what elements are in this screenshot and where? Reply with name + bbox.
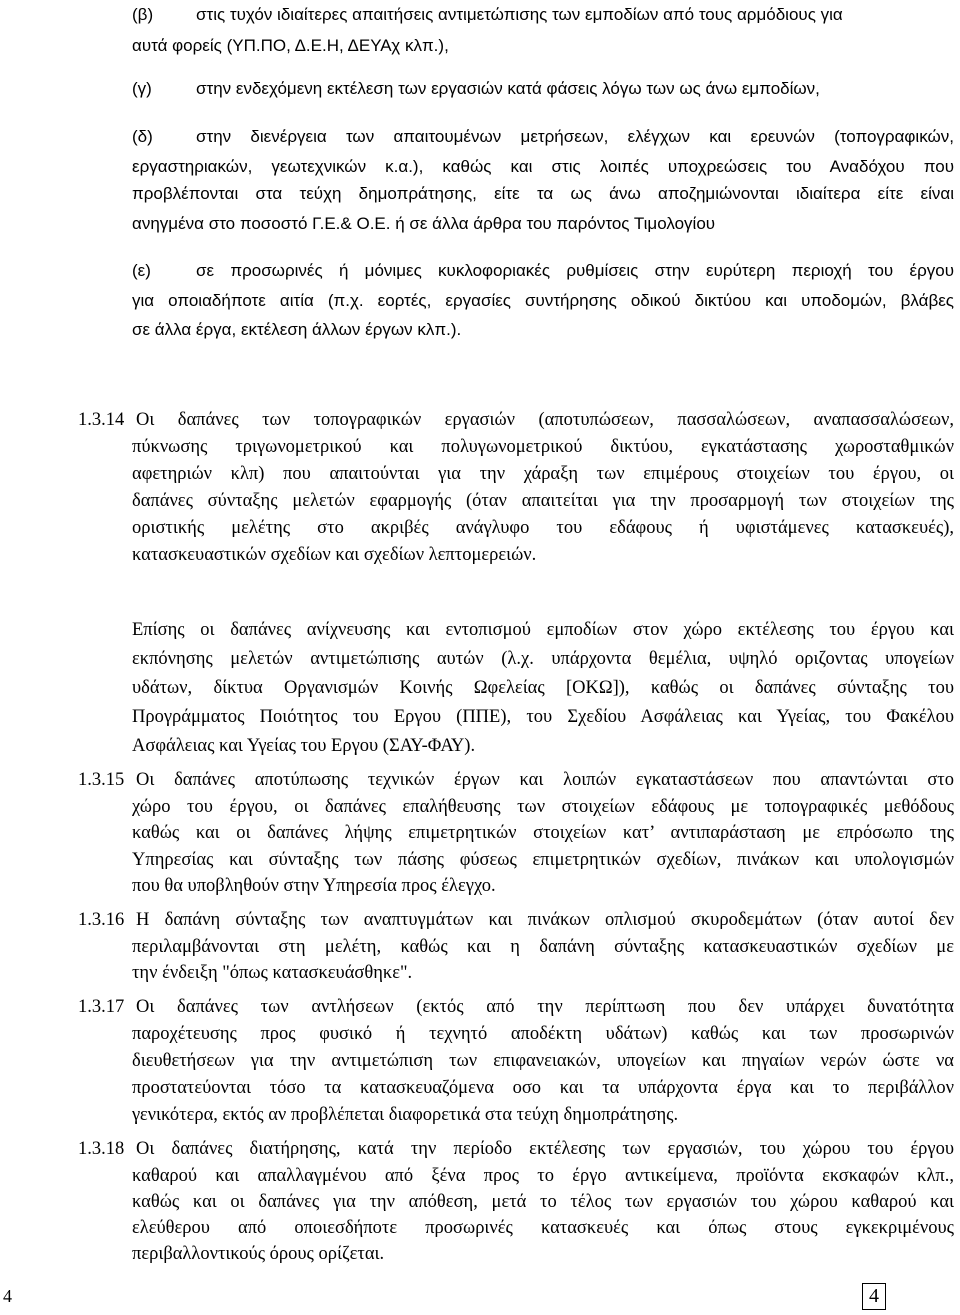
item-g-line-1: στην ενδεχόμενη εκτέλεση των εργασιών κατά φάσεις λόγω των ως άνω εμποδίων, [196,79,820,98]
also-line-4: Προγράμματος Ποιότητος του Εργου (ΠΠΕ), του Σχεδίου Ασφάλειας και Υγείας, του Φακέλου [132,707,954,727]
item-d-line-1: στην διενέργεια των απαιτουμένων μετρήσεων, ελέγχων και ερευνών (τοπογραφικών, [196,127,954,146]
item-d-line-4: ανηγμένα στο ποσοστό Γ.Ε.& Ο.Ε. ή σε άλλα άρθρα του παρόντος Τιμολογίου [132,214,716,233]
s14-line-6: κατασκευαστικών σχεδίων και σχεδίων λεπτομερειών. [132,545,537,565]
s14-line-5: οριστικής μελέτης στο ακριβές ανάγλυφο του εδάφους ή υφιστάμενες κατασκευές), [132,518,954,538]
s18-line-2: καθαρού και απαλλαγμένου από ξένα προς το έργο αντικείμενα, προϊόντα εκσκαφών κλπ., [132,1166,954,1186]
s14-line-4: δαπάνες σύνταξης μελετών εφαρμογής (όταν απαιτείται για την προσαρμογή των στοιχείων της [132,491,954,511]
section-number-1-3-15: 1.3.15 [78,770,125,790]
s17-line-2: παροχέτευσης προς φυσικό ή τεχνητό αποδέκτη υδάτων) καθώς και των προσωρινών [132,1024,954,1044]
item-d-line-3: προβλέπονται στα τεύχη δημοπράτησης, είτε τα ως άνω αποζημιώνονται ιδιαίτερα είτε είναι [132,184,954,203]
item-e-line-2: για οποιαδήποτε αιτία (π.χ. εορτές, εργασίες συντήρησης οδικού δικτύου και υποδομών, βλάβες [132,291,954,310]
item-b-line-2: αυτά φορείς (ΥΠ.ΠΟ, Δ.Ε.Η, ΔΕΥΑχ κλπ.), [132,36,449,55]
item-e-line-1: σε προσωρινές ή μόνιμες κυκλοφοριακές ρυθμίσεις στην ευρύτερη περιοχή του έργου [196,261,954,280]
s15-line-3: καθώς και οι δαπάνες λήψης επιμετρητικών στοιχείων κατ’ αντιπαράσταση με επρόσωπο της [132,823,954,843]
s16-line-2: περιλαμβάνονται στη μελέτη, καθώς και η δαπάνη σύνταξης κατασκευαστικών σχεδίων με [132,937,954,957]
s16-line-1: Η δαπάνη σύνταξης των αναπτυγμάτων και πινάκων οπλισμού σκυροδεμάτων (όταν αυτοί δεν [136,910,954,930]
also-line-1: Επίσης οι δαπάνες ανίχνευσης και εντοπισμού εμποδίων στον χώρο εκτέλεσης του έργου και [132,620,954,640]
section-number-1-3-18: 1.3.18 [78,1139,125,1159]
s17-line-1: Οι δαπάνες των αντλήσεων (εκτός από την περίπτωση που δεν υπάρχει δυνατότητα [136,997,954,1017]
s18-line-4: ελεύθερου από οποιεσδήποτε προσωρινές κατασκευές και όπως στους εγκεκριμένους [132,1218,954,1238]
s15-line-4: Υπηρεσίας και σύνταξης των πάσης φύσεως επιμετρητικών σχεδίων, πινάκων και υπολογισμών [132,850,954,870]
s14-line-1: Οι δαπάνες των τοπογραφικών εργασιών (αποτυπώσεων, πασσαλώσεων, αναπασσαλώσεων, [136,410,954,430]
section-number-1-3-16: 1.3.16 [78,910,125,930]
also-line-2: εκπόνησης μελετών αντιμετώπισης αυτών (λ.χ. υπάρχοντα θεμέλια, υψηλό οριζοντας υπογείων [132,649,954,669]
page-number-left: 4 [3,1286,12,1306]
s15-line-5: που θα υποβληθούν στην Υπηρεσία προς έλεγχο. [132,876,496,896]
s15-line-1: Οι δαπάνες αποτύπωσης τεχνικών έργων και λοιπών εγκαταστάσεων που απαντώνται στο [136,770,954,790]
item-e-label: (ε) [132,261,151,280]
item-d-line-2: εργαστηριακών, γεωτεχνικών κ.α.), καθώς και στις λοιπές υποχρεώσεις του Αναδόχου που [132,157,954,176]
item-g-label: (γ) [132,79,152,98]
item-b-line-1: στις τυχόν ιδιαίτερες απαιτήσεις αντιμετώπισης των εμποδίων από τους αρμόδιους για [196,5,843,24]
s14-line-2: πύκνωσης τριγωνομετρικού και πολυγωνομετρικού δικτύου, εγκατάστασης χωροσταθμικών [132,437,954,457]
section-number-1-3-17: 1.3.17 [78,997,125,1017]
s18-line-3: καθώς και οι δαπάνες για την απόθεση, μετά το τέλος των εργασιών του χώρου καθαρού και [132,1192,954,1212]
s18-line-1: Οι δαπάνες διατήρησης, κατά την περίοδο εκτέλεσης των εργασιών, του χώρου του έργου [136,1139,954,1159]
section-number-1-3-14: 1.3.14 [78,410,125,430]
also-line-5: Ασφάλειας και Υγείας του Εργου (ΣΑΥ-ΦΑΥ). [132,736,476,756]
s17-line-3: διευθετήσεων για την αντιμετώπιση των επιφανειακών, υπογείων και πηγαίων νερών ώστε να [132,1051,954,1071]
item-e-line-3: σε άλλα έργα, εκτέλεση άλλων έργων κλπ.). [132,320,462,339]
s14-line-3: αφετηριών κλπ) που απαιτούνται για την χάραξη των επιμέρους στοιχείων του έργου, οι [132,464,954,484]
item-d-label: (δ) [132,127,153,146]
also-line-3: υδάτων, δίκτυα Οργανισμών Κοινής Ωφελείας [ΟΚΩ]), καθώς οι δαπάνες σύνταξης του [132,678,954,698]
s17-line-5: γενικότερα, εκτός αν προβλέπεται διαφορετικά στα τεύχη δημοπράτησης. [132,1105,679,1125]
s16-line-3: την ένδειξη "όπως κατασκευάσθηκε". [132,963,413,983]
page-number-box: 4 [862,1283,886,1310]
item-b-label: (β) [132,5,154,24]
s17-line-4: προστατεύονται τόσο τα κατασκευαζόμενα οσο και τα υπάρχοντα έργα και το περιβάλλον [132,1078,954,1098]
s18-line-5: περιβαλλοντικούς όρους ορίζεται. [132,1244,385,1264]
s15-line-2: χώρο του έργου, οι δαπάνες επαλήθευσης των στοιχείων εδάφους με τοπογραφικές μεθόδους [132,797,954,817]
